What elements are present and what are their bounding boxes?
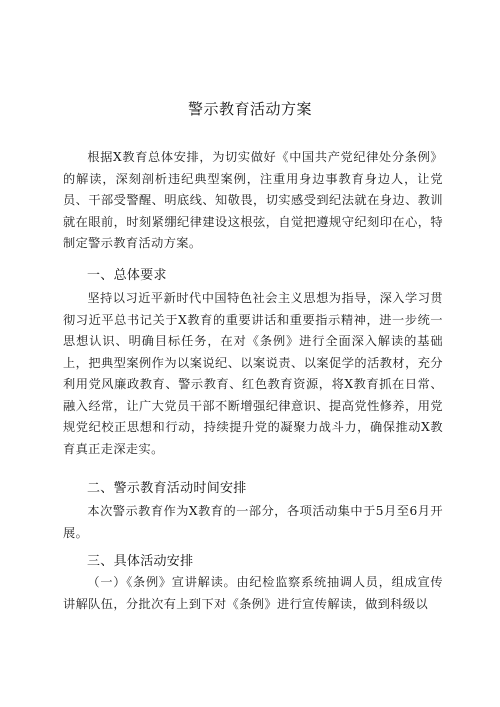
section-paragraph-schedule: 本次警示教育作为X教育的一部分，各项活动集中于5月至6月开展。: [63, 504, 443, 540]
section-heading-schedule: 二、警示教育活动时间安排: [87, 481, 247, 496]
section-paragraph-activities: （一）《条例》宣讲解读。由纪检监察系统抽调人员，组成宣传讲解队伍，分批次有上到下对《条例》进行宣传解读，做到科级以: [63, 575, 443, 611]
section-heading-general-requirements: 一、总体要求: [87, 268, 167, 283]
document-title: 警示教育活动方案: [187, 100, 312, 118]
section-paragraph-general-requirements: 坚持以习近平新时代中国特色社会主义思想为指导，深入学习贯彻习近平总书记关于X教育的重要讲话和重要指示精神，进一步统一思想认识、明确目标任务，在对《条例》进行全面深入解读的基础上，把典型案例作为以案说纪、以案说责、以案促学的活教材，充分利用党风廉政教育、警示教育、红色教育资源，将X教育抓在日常、融入经常，让广大党员干部不断增强纪律意识、提高党性修养，用党规党纪校正思想和行动，持续提升党的凝聚力战斗力，确保推动X教育真正走深走实。: [63, 291, 443, 456]
section-heading-activities: 三、具体活动安排: [87, 554, 194, 569]
intro-paragraph: 根据X教育总体安排，为切实做好《中国共产党纪律处分条例》的解读，深刻剖析违纪典型案例，注重用身边事教育身边人，让党员、干部受警醒、明底线、知敬畏，切实感受到纪法就在身边、教训就在眼前，时刻紧绷纪律建设这根弦，自觉把遵规守纪刻印在心，特制定警示教育活动方案。: [63, 150, 443, 250]
